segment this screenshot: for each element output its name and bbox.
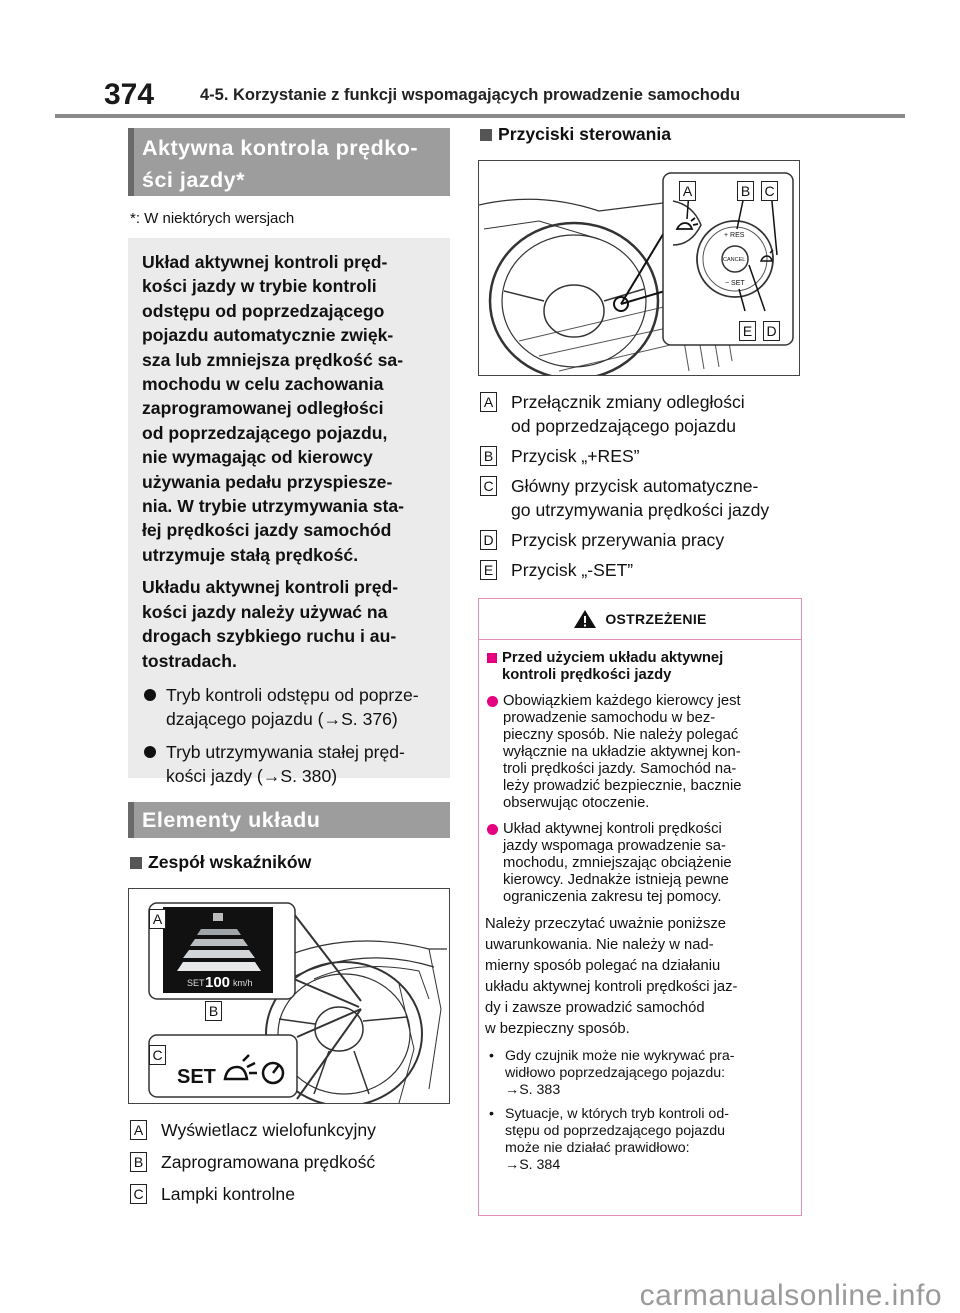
steering-controls-illustration (478, 160, 800, 376)
warning-line: mochodu, zmniejszając obciążenie (503, 855, 732, 871)
square-bullet-icon (130, 857, 142, 869)
title-stripe (128, 802, 134, 838)
warning-box (478, 598, 802, 1216)
label-a: A (149, 909, 166, 929)
warning-line: Sytuacje, w których tryb kontroli od- (505, 1106, 729, 1122)
warning-header (479, 599, 801, 640)
warning-bullet (485, 693, 795, 812)
summary-line: kości jazdy należy używać na (142, 601, 388, 622)
warning-line: pieczny sposób. Nie należy polegać (503, 727, 739, 743)
warning-line: widłowo poprzedzającego pojazdu: (505, 1065, 726, 1081)
summary-line: nie wymagając od kierowcy (142, 447, 373, 468)
summary-line: mochodu w celu zachowania (142, 374, 384, 395)
page-number: 374 (104, 78, 155, 111)
subheading-zespol (130, 852, 311, 873)
title-stripe (128, 128, 134, 196)
warning-line: →S. 383 (505, 1082, 561, 1098)
cancel-button-text: CANCEL (723, 257, 746, 263)
bullet-line: dzającego pojazdu (→S. 376) (166, 709, 398, 730)
legend-text: Główny przycisk automatyczne- (511, 476, 759, 496)
title-line-2: ści jazdy* (142, 168, 245, 192)
warning-line: Należy przeczytać uważnie poniższe (485, 916, 726, 932)
title-elementy-ukladu (128, 802, 450, 838)
display-set-text: SET (187, 978, 205, 988)
subheading-text: Zespół wskaźników (148, 852, 312, 872)
legend-letter: D (480, 530, 497, 550)
warning-title: OSTRZEŻENIE (605, 611, 707, 627)
summary-bullet (142, 740, 438, 789)
set-button-text: − SET (725, 280, 745, 287)
legend-item (480, 558, 810, 582)
legend-letter: B (130, 1152, 147, 1172)
warning-line: Obowiązkiem każdego kierowcy jest (503, 693, 741, 709)
warning-line: jazdy wspomaga prowadzenie sa- (503, 838, 726, 854)
instrument-cluster-illustration (128, 888, 450, 1104)
warning-line: prowadzenie samochodu w bez- (503, 710, 716, 726)
note-bullet-icon: • (489, 1106, 494, 1122)
title-text: Elementy układu (142, 808, 321, 832)
warning-line: →S. 384 (505, 1157, 561, 1173)
set-indicator-icon: SET (177, 1066, 216, 1088)
legend-letter: C (480, 476, 497, 496)
indicators-legend (130, 1118, 450, 1206)
summary-paragraph-2 (142, 575, 438, 673)
legend-letter: A (480, 392, 497, 412)
legend-text: Przycisk „+RES” (511, 446, 640, 466)
warning-line: stępu od poprzedzającego pojazdu (505, 1123, 726, 1139)
summary-line: od poprzedzającego pojazdu, (142, 422, 388, 443)
legend-item (480, 390, 810, 438)
warning-line: troli prędkości jazdy. Samochód na- (503, 761, 737, 777)
summary-line: nia. W trybie utrzymywania sta- (142, 496, 405, 517)
square-bullet-icon (480, 129, 492, 141)
warning-line: Układ aktywnej kontroli prędkości (503, 821, 722, 837)
label-b: B (737, 181, 754, 201)
summary-bullet (142, 683, 438, 732)
label-c: C (761, 181, 778, 201)
display-unit: km/h (233, 978, 253, 988)
legend-letter: E (480, 560, 497, 580)
legend-item (480, 528, 810, 552)
summary-line: sza lub zmniejsza prędkość sa- (142, 349, 404, 370)
warning-body (479, 640, 801, 1174)
section-heading: 4-5. Korzystanie z funkcji wspomagających prowadzenie samochodu (200, 86, 741, 104)
summary-line: odstępu od poprzedzającego (142, 300, 385, 321)
warning-note (485, 1106, 795, 1174)
display-speed: 100 (205, 974, 231, 991)
bullet-dot-icon (144, 746, 156, 758)
footnote: *: W niektórych wersjach (130, 210, 295, 227)
summary-line: utrzymuje stałą prędkość. (142, 544, 359, 565)
warning-line: wyłącznie na układzie aktywnej kon- (503, 744, 741, 760)
legend-text: Przycisk „-SET” (511, 560, 634, 580)
bullet-line: kości jazdy (→S. 380) (166, 766, 338, 787)
warning-line: kierowcy. Jednakże istnieją pewne (503, 872, 729, 888)
summary-box (128, 238, 450, 787)
cluster-drawing (129, 889, 449, 1103)
legend-item (480, 474, 810, 522)
summary-line: łej prędkości jazdy samochód (142, 520, 392, 541)
title-aktywna-kontrola (128, 128, 450, 196)
warning-bullet (485, 821, 795, 906)
legend-text: Lampki kontrolne (161, 1184, 295, 1204)
warning-line: kontroli prędkości jazdy (502, 667, 672, 683)
summary-paragraph-1 (142, 250, 438, 567)
summary-line: Układ aktywnej kontroli pręd- (142, 252, 388, 272)
warning-line: leży prowadzić bezpiecznie, bacznie (503, 778, 742, 794)
note-bullet-icon: • (489, 1048, 494, 1064)
summary-line: tostradach. (142, 650, 237, 671)
warning-line: Przed użyciem układu aktywnej (502, 650, 724, 666)
warning-line: dy i zawsze prowadzić samochód (485, 1000, 705, 1016)
summary-line: kości jazdy w trybie kontroli (142, 276, 377, 297)
legend-text: od poprzedzającego pojazdu (511, 416, 736, 436)
bullet-line: Tryb utrzymywania stałej pręd- (166, 741, 405, 762)
label-e: E (739, 321, 756, 341)
legend-text: Przełącznik zmiany odległości (511, 392, 745, 412)
bullet-dot-icon (487, 824, 498, 835)
legend-letter: C (130, 1184, 147, 1204)
warning-line: uwarunkowania. Nie należy w nad- (485, 937, 714, 953)
legend-text: go utrzymywania prędkości jazdy (511, 500, 770, 520)
summary-line: zaprogramowanej odległości (142, 398, 384, 419)
legend-item (130, 1118, 450, 1142)
label-c: C (149, 1045, 166, 1065)
label-d: D (763, 321, 780, 341)
legend-item (130, 1182, 450, 1206)
legend-letter: B (480, 446, 497, 466)
summary-line: Układu aktywnej kontroli pręd- (142, 577, 399, 598)
summary-line: używania pedału przyspiesze- (142, 471, 393, 492)
square-bullet-icon (487, 653, 497, 663)
subheading-text: Przyciski sterowania (498, 124, 672, 144)
warning-line: w bezpieczny sposób. (485, 1021, 630, 1037)
legend-item (480, 444, 810, 468)
summary-line: drogach szybkiego ruchu i au- (142, 626, 397, 647)
summary-line: pojazdu automatycznie zwięk- (142, 325, 394, 346)
legend-letter: A (130, 1120, 147, 1140)
warning-subheading (485, 650, 795, 684)
warning-note (485, 1048, 795, 1099)
bullet-line: Tryb kontroli odstępu od poprze- (166, 684, 419, 705)
subheading-przyciski (480, 124, 671, 145)
warning-line: może nie działać prawidłowo: (505, 1140, 690, 1156)
warning-line: układu aktywnej kontroli prędkości jaz- (485, 979, 738, 995)
legend-item (130, 1150, 450, 1174)
label-b: B (205, 1001, 222, 1021)
watermark: carmanualsonline.info (639, 1279, 942, 1312)
warning-paragraph (485, 914, 795, 1040)
legend-text: Zaprogramowana prędkość (161, 1152, 376, 1172)
warning-line: obserwując otoczenie. (503, 795, 650, 811)
controls-legend (480, 390, 810, 582)
header-rule (55, 114, 905, 118)
warning-line: Gdy czujnik może nie wykrywać pra- (505, 1048, 735, 1064)
legend-text: Przycisk przerywania pracy (511, 530, 725, 550)
title-line-1: Aktywna kontrola prędko- (142, 136, 419, 160)
warning-line: mierny sposób polegać na działaniu (485, 958, 721, 974)
bullet-dot-icon (487, 696, 498, 707)
warning-triangle-icon (573, 609, 597, 629)
res-button-text: + RES (724, 232, 745, 239)
warning-line: ograniczenia zakresu tej pomocy. (503, 889, 722, 905)
label-a: A (679, 181, 696, 201)
bullet-dot-icon (144, 689, 156, 701)
legend-text: Wyświetlacz wielofunkcyjny (161, 1120, 376, 1140)
